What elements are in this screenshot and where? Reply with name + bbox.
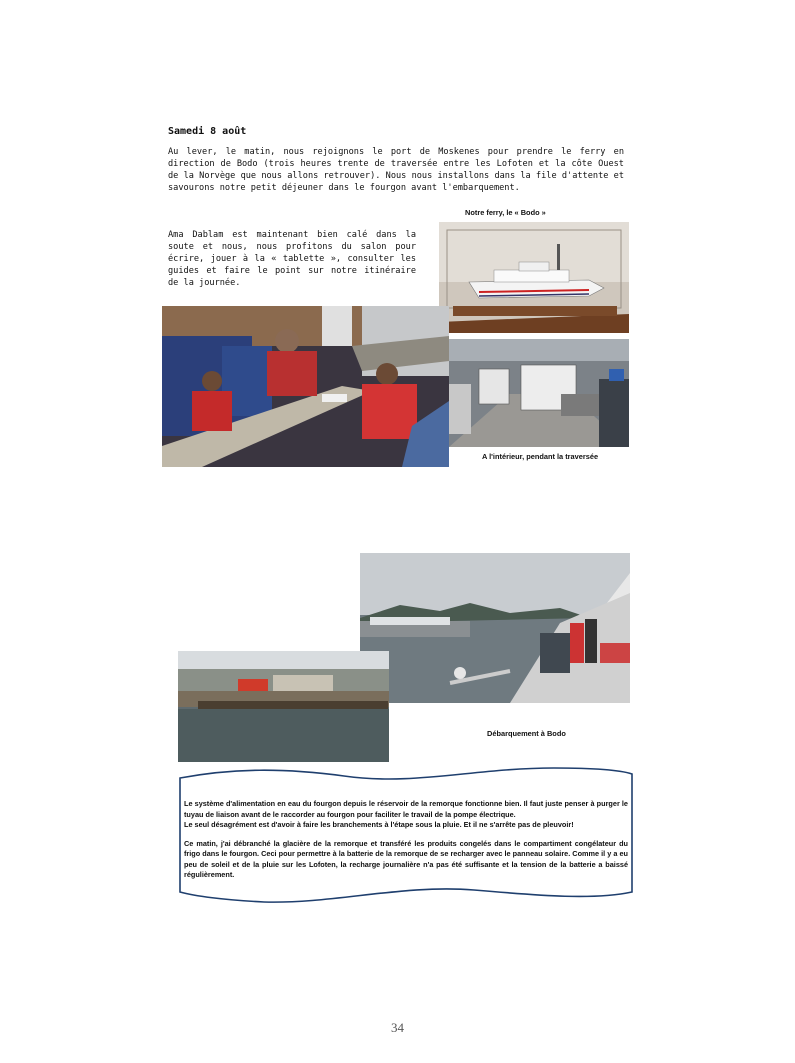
salon-paragraph: Ama Dablam est maintenant bien calé dans la soute et nous, nous profitons du salon pour écrire, jouer à la « tablette », consulter les guides et faire le point sur notre itinéraire de la journée. xyxy=(168,230,416,288)
bodo-quay-photo xyxy=(178,651,389,762)
page-number: 34 xyxy=(391,1020,404,1035)
ferry-model-photo xyxy=(439,222,629,333)
debarkation-caption: Débarquement à Bodo xyxy=(487,729,566,738)
bodo-port-photo xyxy=(360,553,630,703)
salon-photo xyxy=(162,306,449,467)
intro-paragraph: Au lever, le matin, nous rejoignons le port de Moskenes pour prendre le ferry en direction de Bodo (trois heures trente de traversée entre les Lofoten et la côte Ouest de la Norvège que nous allons retrouver). Nous nous installons dans la file d'attente et savourons notre petit déjeuner dans le fourgon avant l'embarquement. xyxy=(168,147,624,193)
car-deck-photo xyxy=(449,339,629,447)
interior-caption: A l'intérieur, pendant la traversée xyxy=(482,452,599,461)
notes-paragraph-2: Ce matin, j'ai débranché la glacière de la remorque et transféré les produits congelés dans le compartiment congélateur du frigo dans le fourgon. Ceci pour permettre à la batterie de la remorque de se recharger avec le panneau solaire. Comme il y a eu peu de soleil et de la pluie sur les Lofoten, la recharge journalière n'a pas été suffisante et la tension de la batterie a baissé régulièrement. xyxy=(184,838,628,879)
notes-text xyxy=(184,799,628,889)
day-heading: Samedi 8 août xyxy=(168,126,247,137)
notes-paragraph-1b: Le seul désagrément est d'avoir à faire les branchements à l'étape sous la pluie. Et il ne s'arrête pas de pleuvoir! xyxy=(184,820,574,829)
ferry-caption: Notre ferry, le « Bodo » xyxy=(465,208,546,217)
notes-paragraph-1: Le système d'alimentation en eau du fourgon depuis le réservoir de la remorque fonctionne bien. Il faut juste penser à purger le tuyau de liaison avant de le raccorder au fourgon pour faciliter le travail de la pompe électrique. xyxy=(184,799,628,819)
